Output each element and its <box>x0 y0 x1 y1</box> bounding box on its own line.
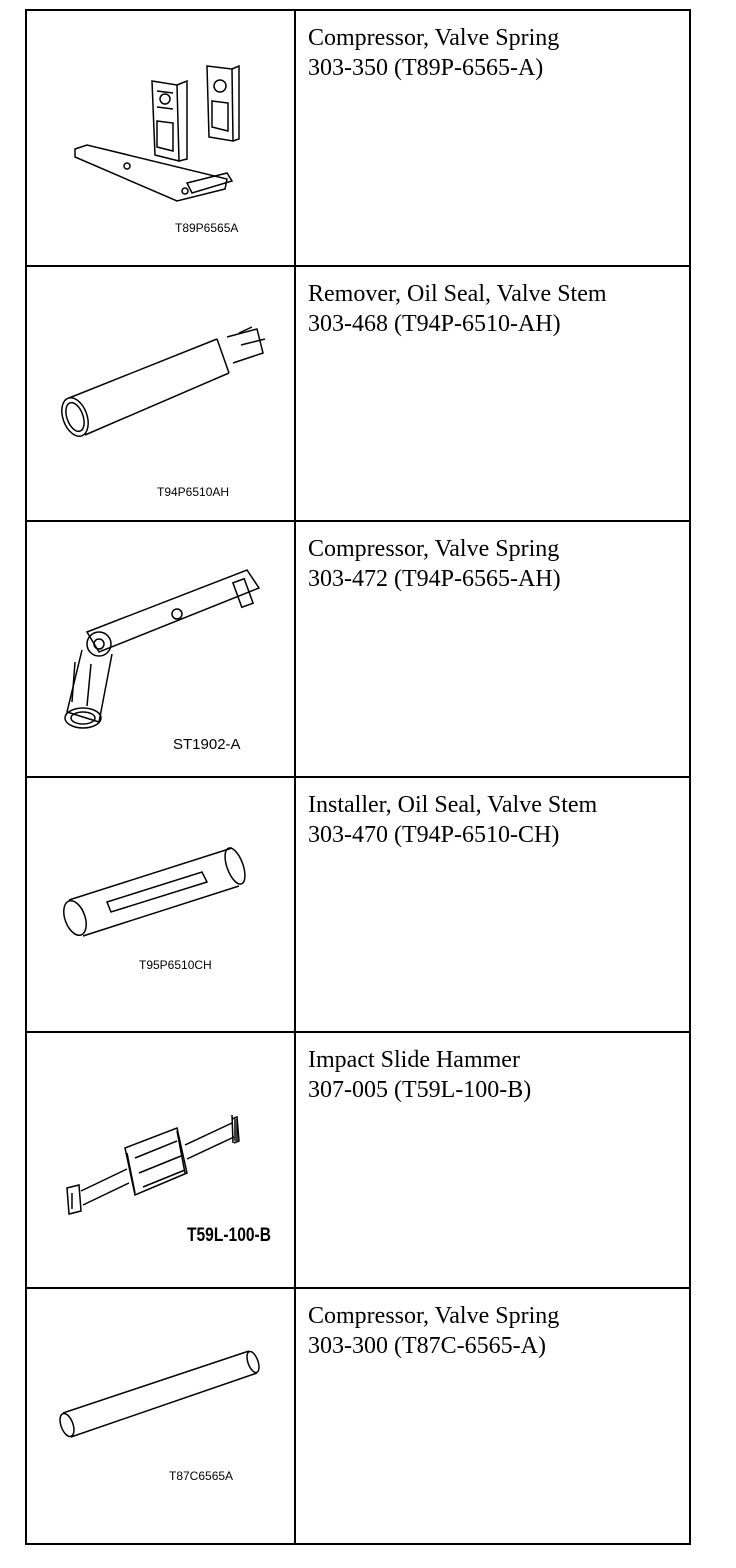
tool-description-cell <box>295 521 690 777</box>
tool-number: 307-005 (T59L-100-B) <box>308 1077 532 1104</box>
tool-row <box>26 777 690 1033</box>
tool-number: 303-300 (T87C-6565-A) <box>308 1332 546 1359</box>
oil-seal-installer-illustration <box>27 778 293 1032</box>
tool-row <box>26 1032 690 1288</box>
tool-row <box>26 521 690 777</box>
tool-name: Compressor, Valve Spring <box>308 25 560 51</box>
tool-name: Remover, Oil Seal, Valve Stem <box>308 280 607 307</box>
special-tools-table <box>25 9 691 1545</box>
tool-number: 303-468 (T94P-6510-AH) <box>308 310 561 337</box>
tool-number: 303-472 (T94P-6565-AH) <box>308 566 561 593</box>
tool-illustration-cell <box>26 521 295 777</box>
tool-name: Compressor, Valve Spring <box>308 1302 560 1329</box>
tool-code: T59L-100-B <box>187 1225 271 1247</box>
tool-name: Installer, Oil Seal, Valve Stem <box>308 791 598 818</box>
tool-code: T95P6510CH <box>139 957 212 972</box>
tool-name: Compressor, Valve Spring <box>308 536 560 563</box>
tool-description-cell <box>295 266 690 522</box>
tool-code: ST1902-A <box>173 736 241 754</box>
slide-hammer-illustration <box>27 1033 293 1287</box>
tool-illustration-cell <box>26 266 295 522</box>
tool-illustration-cell <box>26 1032 295 1288</box>
tool-number: 303-470 (T94P-6510-CH) <box>308 821 560 848</box>
tool-row <box>26 1288 690 1544</box>
tool-description-cell <box>295 777 690 1033</box>
tool-code: T94P6510AH <box>157 484 230 499</box>
tool-number: 303-350 (T89P-6565-A) <box>308 55 544 81</box>
tool-description-cell <box>295 1288 690 1544</box>
tool-row <box>26 10 690 266</box>
oil-seal-remover-illustration <box>27 267 293 521</box>
tool-illustration-cell <box>26 1288 295 1544</box>
valve-spring-compressor-illustration <box>27 11 293 265</box>
tool-description-cell <box>295 1032 690 1288</box>
tool-illustration-cell <box>26 10 295 266</box>
tool-code: T89P6565A <box>175 221 239 235</box>
tool-name: Impact Slide Hammer <box>308 1047 520 1074</box>
tool-description-cell <box>295 10 690 266</box>
tool-code: T87C6565A <box>169 1468 234 1483</box>
tool-row <box>26 266 690 522</box>
tool-illustration-cell <box>26 777 295 1033</box>
valve-spring-compressor-tube-illustration <box>27 1289 293 1543</box>
valve-spring-compressor-lever-illustration <box>27 522 293 776</box>
